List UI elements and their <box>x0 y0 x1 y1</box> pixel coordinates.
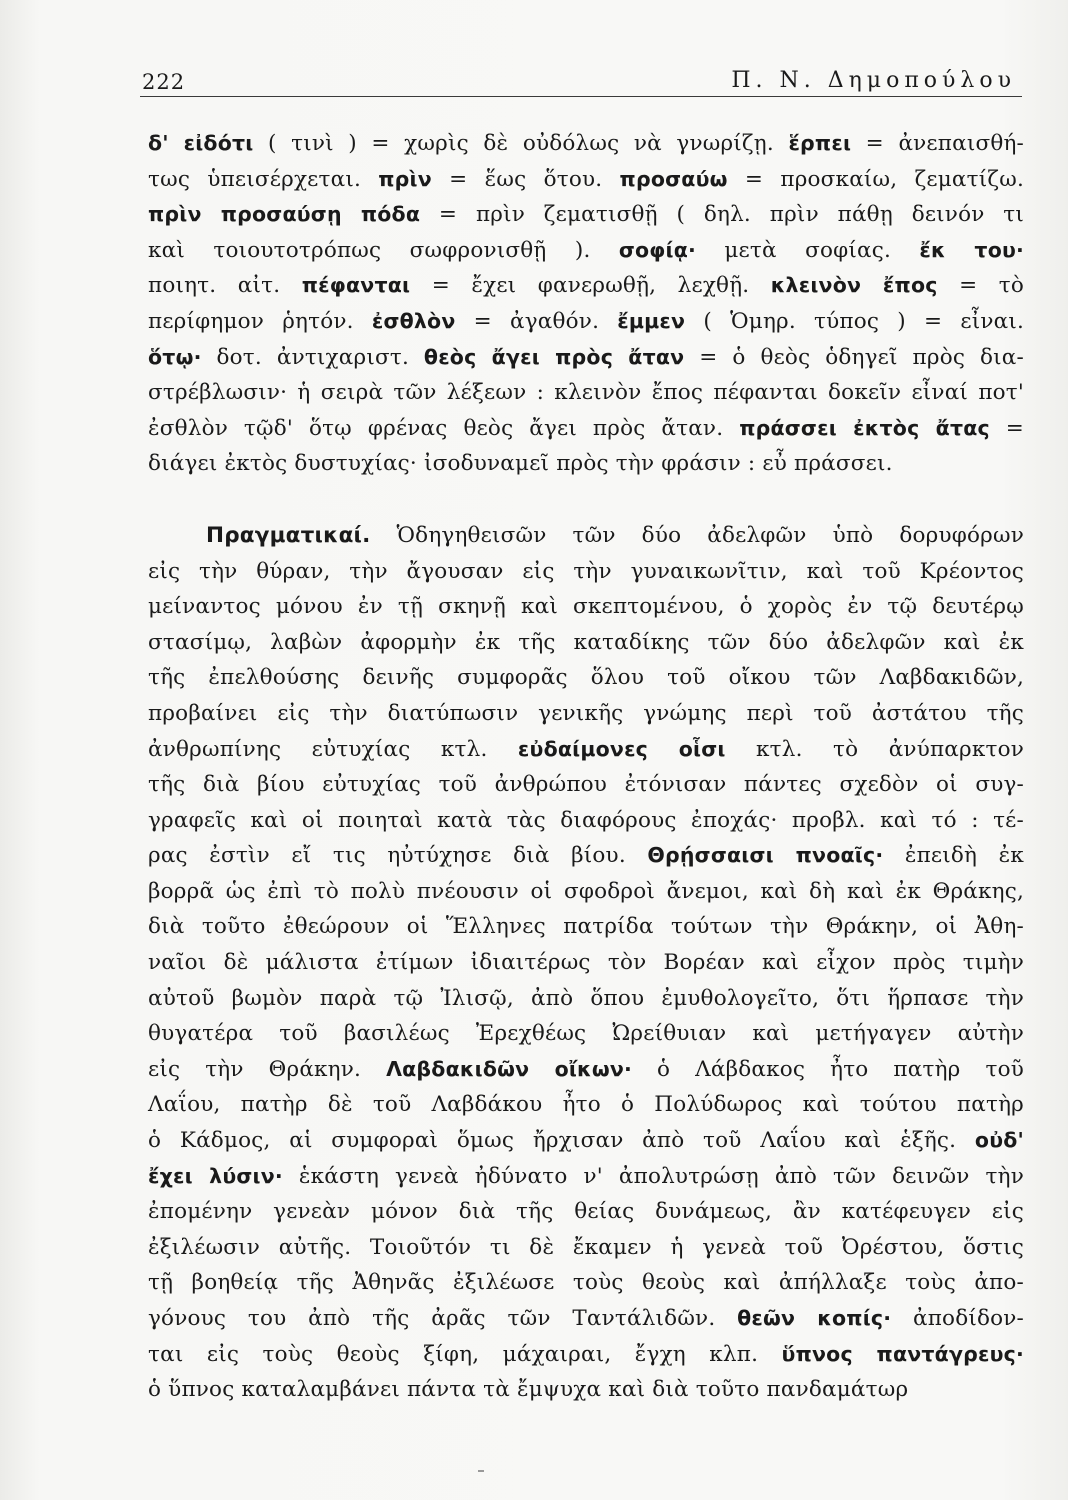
lemma: οὐδ' <box>974 1128 1024 1153</box>
text-line <box>148 874 1024 910</box>
lemma: εὐδαίμονες οἷσι <box>517 736 726 761</box>
line-text: ποιητ. αἰτ. <box>148 273 302 299</box>
line-text: τως ὑπεισέρχεται. <box>148 166 379 192</box>
text-line <box>148 1265 1024 1301</box>
lemma: Λαβδακιδῶν οἴκων· <box>386 1056 632 1081</box>
line-text: ἐσθλὸν τῷδ' ὅτῳ φρένας θεὸς ἄγει πρὸς ἄταν. <box>148 415 740 441</box>
line-text: διάγει ἐκτὸς δυστυχίας· ἰσοδυναμεῖ πρὸς τὴν φράσιν : εὖ πράσσει. <box>148 451 893 477</box>
lemma: δ' εἰδότι <box>148 131 254 155</box>
line-text: εἰς τὴν θύραν, τὴν ἄγουσαν εἰς τὴν γυναικωνῖτιν, καὶ τοῦ Κρέοντος <box>148 558 1024 584</box>
line-text: = ἔχει φανερωθῇ, λεχθῇ. <box>410 273 771 299</box>
line-text: στασίμῳ, λαβὼν ἀφορμὴν ἐκ τῆς καταδίκης τῶν δύο ἀδελφῶν καὶ ἐκ <box>148 629 1024 655</box>
line-text: βορρᾶ ὡς ἐπὶ τὸ πολὺ πνέουσιν οἱ σφοδροὶ ἄνεμοι, καὶ δὴ καὶ ἐκ Θράκης, <box>148 878 1024 904</box>
line-text: = προσκαίω, ζεματίζω. <box>727 166 1024 192</box>
page-number: 222 <box>142 70 186 94</box>
line-text: γραφεῖς καὶ οἱ ποιηταὶ κατὰ τὰς διαφόρους ἐποχάς· προβλ. καὶ τό : τέ- <box>148 807 1024 833</box>
text-line <box>148 1194 1024 1230</box>
line-text: ρας ἐστὶν εἴ τις ηὐτύχησε διὰ βίου. <box>148 843 648 869</box>
text-line <box>148 197 1024 233</box>
line-text: ναῖοι δὲ μάλιστα ἐτίμων ἰδιαιτέρως τὸν Βορέαν καὶ εἶχον πρὸς τιμὴν <box>148 950 1024 976</box>
text-line <box>148 1123 1024 1159</box>
text-line <box>148 1372 1024 1408</box>
lemma: ἔκ του· <box>919 237 1025 262</box>
text-line <box>148 1230 1024 1266</box>
text-line <box>148 589 1024 625</box>
line-text: ἐπομένην γενεὰν μόνον διὰ τῆς θείας δυνάμεως, ἂν κατέφευγεν εἰς <box>148 1199 1024 1225</box>
line-text: ὁ Λάβδακος ἦτο πατὴρ τοῦ <box>632 1056 1025 1082</box>
line-text: ἐξιλέωσιν αὐτῆς. Τοιοῦτόν τι δὲ ἔκαμεν ἡ γενεὰ τοῦ Ὀρέστου, ὅστις <box>148 1234 1024 1260</box>
lemma: ἔχει λύσιν· <box>148 1163 283 1188</box>
text-line <box>148 838 1024 874</box>
line-text: Ὁδηγηθεισῶν τῶν δύο ἀδελφῶν ὑπὸ δορυφόρων <box>370 522 1024 548</box>
lemma: πρὶν προσαύσῃ πόδα <box>148 202 421 227</box>
factual-notes-paragraph <box>148 518 1024 1408</box>
text-line <box>148 803 1024 839</box>
line-text: στρέβλωσιν· ἡ σειρὰ τῶν λέξεων : κλεινὸν ἔπος πέφανται δοκεῖν εἶναί ποτ' <box>148 380 1024 406</box>
line-text: τῆς ἐπελθούσης δεινῆς συμφορᾶς ὅλου τοῦ οἴκου τῶν Λαβδακιδῶν, <box>148 665 1024 691</box>
line-text: = πρὶν ζεματισθῇ ( δηλ. πρὶν πάθῃ δεινόν τι <box>420 202 1025 228</box>
lemma: θεῶν κοπίς· <box>737 1306 892 1330</box>
text-line <box>148 909 1024 945</box>
lemma: σοφίᾳ· <box>618 237 697 262</box>
line-text: ἀνθρωπίνης εὐτυχίας κτλ. <box>148 736 518 762</box>
line-text: γόνους του ἀπὸ τῆς ἀρᾶς τῶν Ταντάλιδῶν. <box>148 1306 738 1331</box>
text-line <box>148 411 1024 447</box>
text-line <box>148 1087 1024 1123</box>
lemma: ὅτῳ· <box>148 344 202 369</box>
line-text: κτλ. τὸ ἀνύπαρκτον <box>725 736 1024 762</box>
commentary-paragraph <box>148 126 1024 482</box>
text-line <box>148 1016 1024 1052</box>
text-line <box>148 446 1024 482</box>
line-text: Λαΐου, πατὴρ δὲ τοῦ Λαβδάκου ἦτο ὁ Πολύδωρος καὶ τούτου πατὴρ <box>148 1092 1024 1118</box>
line-text: = ἕως ὅτου. <box>431 166 620 192</box>
text-line <box>148 162 1024 198</box>
line-text: ὁ Κάδμος, αἱ συμφοραὶ ὅμως ἤρχισαν ἀπὸ τοῦ Λαΐου καὶ ἑξῆς. <box>148 1128 975 1154</box>
line-text: = ἀνεπαισθή- <box>851 131 1025 156</box>
text-line <box>148 981 1024 1017</box>
lemma: πρὶν <box>378 166 432 191</box>
line-text: = ὁ θεὸς ὁδηγεῖ πρὸς δια- <box>684 344 1024 370</box>
lemma: Θρῄσσαισι πνοαῖς· <box>647 843 884 868</box>
line-text: τῇ βοηθείᾳ τῆς Ἀθηνᾶς ἐξιλέωσε τοὺς θεοὺς καὶ ἀπήλλαξε τοὺς ἀπο- <box>148 1270 1024 1296</box>
running-title: Π. Ν. Δημοπούλου <box>731 68 1016 93</box>
line-text: = τὸ <box>937 273 1024 299</box>
lemma: κλεινὸν ἔπος <box>770 273 938 298</box>
text-line <box>148 233 1024 269</box>
line-text: ἐπειδὴ ἐκ <box>883 843 1024 869</box>
lemma: θεὸς ἄγει πρὸς ἄταν <box>423 344 685 369</box>
line-text: = <box>989 415 1025 441</box>
line-text: ( τινὶ ) = χωρὶς δὲ οὐδόλως νὰ γνωρίζῃ. <box>253 131 789 156</box>
lemma: ἕρπει <box>788 131 852 155</box>
text-line <box>148 696 1024 732</box>
scan-speck <box>478 1470 484 1472</box>
text-line <box>148 268 1024 304</box>
text-line <box>148 1301 1024 1337</box>
lemma: ἐσθλὸν <box>371 308 456 333</box>
line-text: = ἀγαθόν. <box>455 308 618 334</box>
text-line <box>148 375 1024 411</box>
text-line <box>148 660 1024 696</box>
line-text: θυγατέρα τοῦ βασιλέως Ἐρεχθέως Ὠρείθυιαν καὶ μετήγαγεν αὐτὴν <box>148 1021 1024 1047</box>
line-text: ὁ ὕπνος καταλαμβάνει πάντα τὰ ἔμψυχα καὶ διὰ τοῦτο πανδαμάτωρ <box>148 1377 909 1403</box>
line-text: ἑκάστη γενεὰ ἠδύνατο ν' ἀπολυτρώσῃ ἀπὸ τῶν δεινῶν τὴν <box>282 1163 1024 1189</box>
line-text: δοτ. ἀντιχαριστ. <box>201 344 424 370</box>
text-line <box>148 945 1024 981</box>
line-text: μετὰ σοφίας. <box>696 237 920 263</box>
line-text: μείναντος μόνου ἐν τῇ σκηνῇ καὶ σκεπτομένου, ὁ χορὸς ἐν τῷ δευτέρῳ <box>148 594 1024 620</box>
text-line <box>148 304 1024 340</box>
line-text: προβαίνει εἰς τὴν διατύπωσιν γενικῆς γνώμης περὶ τοῦ ἀστάτου τῆς <box>148 700 1024 726</box>
line-text: περίφημον ῥητόν. <box>148 308 372 334</box>
section-heading: Πραγματικαί. <box>206 522 371 548</box>
lemma: ἔμμεν <box>617 308 686 333</box>
line-text: τῆς διὰ βίου εὐτυχίας τοῦ ἀνθρώπου ἐτόνισαν πάντες σχεδὸν οἱ συγ- <box>148 772 1024 798</box>
text-line <box>148 340 1024 376</box>
line-text: ἀποδίδον- <box>891 1306 1024 1331</box>
line-text: καὶ τοιουτοτρόπως σωφρονισθῇ ). <box>148 237 619 263</box>
line-text: ( Ὁμηρ. τύπος ) = εἶναι. <box>685 308 1024 334</box>
text-line <box>148 625 1024 661</box>
text-line <box>148 767 1024 803</box>
text-line <box>148 1337 1024 1373</box>
text-line <box>148 732 1024 768</box>
lemma: ὕπνος παντάγρευς· <box>781 1341 1024 1366</box>
text-line <box>148 126 1024 162</box>
line-text: ται εἰς τοὺς θεοὺς ξίφη, μάχαιραι, ἔγχη κλπ. <box>148 1341 782 1367</box>
line-text: εἰς τὴν Θράκην. <box>148 1056 387 1082</box>
running-head <box>140 62 1022 97</box>
line-text: αὐτοῦ βωμὸν παρὰ τῷ Ἰλισῷ, ἀπὸ ὅπου ἐμυθολογεῖτο, ὅτι ἥρπασε τὴν <box>148 985 1024 1011</box>
text-line <box>148 1052 1024 1088</box>
text-line <box>148 518 1024 554</box>
page-body <box>148 126 1024 1408</box>
line-text: διὰ τοῦτο ἐθεώρουν οἱ Ἕλληνες πατρίδα τούτων τὴν Θράκην, οἱ Ἀθη- <box>148 914 1024 940</box>
text-line <box>148 554 1024 590</box>
lemma: πράσσει ἐκτὸς ἄτας <box>739 415 990 440</box>
lemma: πέφανται <box>301 273 411 298</box>
lemma: προσαύω <box>619 166 728 191</box>
text-line <box>148 1159 1024 1195</box>
